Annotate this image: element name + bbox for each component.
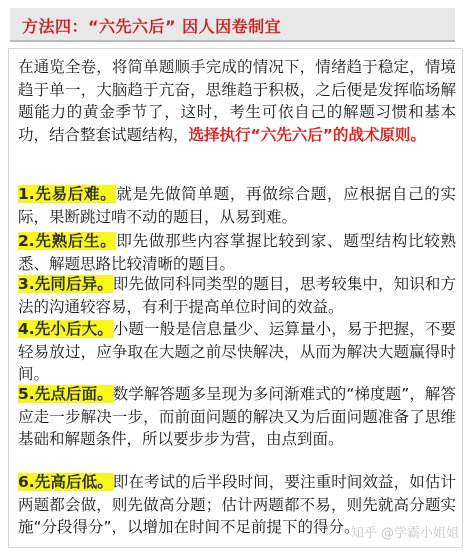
principle-item: [18, 230, 456, 275]
principle-text: 即先做那些内容掌握比较到家、题型结构比较熟悉、解题思路比较清晰的题目。: [18, 232, 456, 273]
principle-label: 6.先高后低。: [18, 473, 113, 491]
principle-item: [18, 383, 456, 451]
principle-text: 就是先做简单题，再做综合题，应根据自己的实际，果断跳过啃不动的题目，从易到难。: [18, 185, 456, 226]
principle-text: 即在考试的后半段时间，要注重时间效益，如估计两题都会做，则先做高分题；估计两题都不易，则先就高分题实施“分段得分”，以增加在时间不足前提下的得分。: [18, 473, 456, 536]
principle-text: 即先做同科同类型的题目，思考较集中，知识和方法的沟通较容易，有利于提高单位时间的效益。: [18, 275, 456, 316]
principle-text: 小题一般是信息量少、运算量小，易于把握，不要轻易放过，应争取在大题之前尽快解决，从而为解决大题赢得时间。: [18, 320, 456, 383]
principle-text: 数学解答题多呈现为多问渐难式的“梯度题”，解答应走一步解决一步，而前面问题的解决又为后面问题准备了思维基础和解题条件，所以要步步为营，由点到面。: [18, 385, 456, 448]
principle-label: 4.先小后大。: [18, 320, 113, 338]
principle-label: 5.先点后面。: [18, 385, 113, 403]
principle-label: 1.先易后难。: [18, 185, 117, 203]
intro-text: 在通览全卷，将简单题顺手完成的情况下，情绪趋于稳定，情境趋于单一，大脑趋于亢奋，思维趋于积极，之后便是发挥临场解题能力的黄金季节了，这时，考生可依自己的解题习惯和基本功，结合整套试题结构，: [18, 58, 456, 144]
watermark: 知乎 @学霸小姐姐: [350, 526, 459, 541]
section-title: 方法四：“六先六后” 因人因卷制宜: [22, 17, 282, 36]
section-header: [10, 8, 455, 42]
principle-label: 3.先同后异。: [18, 275, 113, 293]
principle-item: [18, 183, 456, 228]
intro-emphasis: 选择执行“六先六后”的战术原则。: [188, 125, 426, 144]
principle-item: [18, 273, 456, 318]
principle-label: 2.先熟后生。: [18, 232, 117, 250]
principle-item: [18, 318, 456, 386]
intro-paragraph: [18, 56, 456, 168]
